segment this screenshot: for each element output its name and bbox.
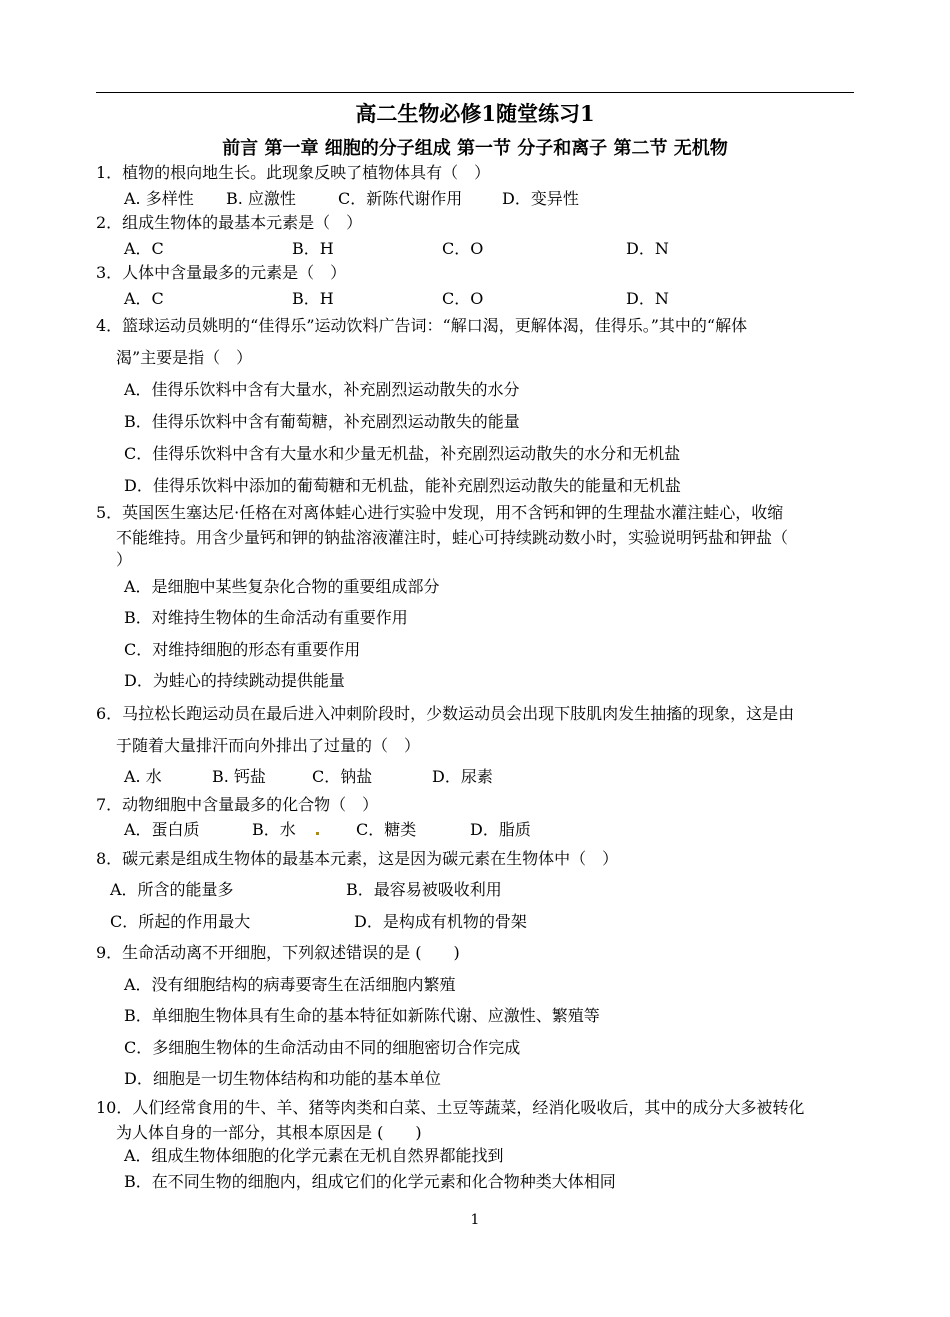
q3-option-a: A．C <box>124 289 164 308</box>
q1-option-c: C．新陈代谢作用 <box>338 189 463 208</box>
question-4-line-1: 4．篮球运动员姚明的“佳得乐”运动饮料广告词：“解口渴，更解体渴，佳得乐。”其中的“解体 <box>96 316 748 335</box>
q9-option-a: A．没有细胞结构的病毒要寄生在活细胞内繁殖 <box>124 975 456 994</box>
q3-option-d: D．N <box>626 289 669 308</box>
q5-option-b: B．对维持生物体的生命活动有重要作用 <box>124 608 408 627</box>
q2-option-d: D．N <box>626 239 669 258</box>
q4-option-a: A．佳得乐饮料中含有大量水，补充剧烈运动散失的水分 <box>124 380 520 399</box>
question-6-line-2: 于随着大量排汗而向外排出了过量的（ ） <box>116 736 421 755</box>
question-8: 8．碳元素是组成生物体的最基本元素，这是因为碳元素在生物体中（ ） <box>96 849 619 868</box>
question-6-line-1: 6．马拉松长跑运动员在最后进入冲刺阶段时，少数运动员会出现下肢肌肉发生抽搐的现象，这是由 <box>96 704 795 723</box>
question-9: 9．生命活动离不开细胞，下列叙述错误的是 ( ) <box>96 943 460 962</box>
q8-option-c: C．所起的作用最大 <box>110 912 251 931</box>
question-2: 2．组成生物体的最基本元素是（ ） <box>96 213 363 232</box>
q10-option-a: A．组成生物体细胞的化学元素在无机自然界都能找到 <box>124 1146 504 1165</box>
question-5-line-2: 不能维持。用含少量钙和钾的钠盐溶液灌注时，蛙心可持续跳动数小时，实验说明钙盐和钾盐（ <box>116 528 789 547</box>
q4-option-c: C．佳得乐饮料中含有大量水和少量无机盐，补充剧烈运动散失的水分和无机盐 <box>124 444 681 463</box>
question-10-line-1: 10．人们经常食用的牛、羊、猪等肉类和白菜、土豆等蔬菜，经消化吸收后，其中的成分大多被转化 <box>96 1098 805 1117</box>
question-5-line-1: 5．英国医生塞达尼·任格在对离体蛙心进行实验中发现，用不含钙和钾的生理盐水灌注蛙心，收缩 <box>96 503 784 522</box>
question-10-line-2: 为人体自身的一部分，其根本原因是 ( ) <box>116 1123 422 1142</box>
q5-option-d: D．为蛙心的持续跳动提供能量 <box>124 671 345 690</box>
q3-option-b: B．H <box>292 289 334 308</box>
q8-option-b: B．最容易被吸收利用 <box>346 880 502 899</box>
q9-option-d: D．细胞是一切生物体结构和功能的基本单位 <box>124 1069 441 1088</box>
q5-option-a: A．是细胞中某些复杂化合物的重要组成部分 <box>124 577 440 596</box>
q9-option-c: C．多细胞生物体的生命活动由不同的细胞密切合作完成 <box>124 1038 521 1057</box>
q7-option-c: C．糖类 <box>356 820 417 839</box>
q1-option-d: D．变异性 <box>502 189 579 208</box>
q8-option-a: A．所含的能量多 <box>110 880 234 899</box>
question-3: 3．人体中含量最多的元素是（ ） <box>96 263 347 282</box>
q7-option-b: B．水 <box>252 820 296 839</box>
page-title: 高二生物必修1随堂练习1 <box>355 101 595 126</box>
stray-mark <box>316 832 319 835</box>
question-7: 7．动物细胞中含量最多的化合物（ ） <box>96 795 379 814</box>
page-subtitle: 前言 第一章 细胞的分子组成 第一节 分子和离子 第二节 无机物 <box>222 138 728 159</box>
q7-option-a: A．蛋白质 <box>124 820 200 839</box>
q3-option-c: C．O <box>442 289 484 308</box>
q8-option-d: D．是构成有机物的骨架 <box>354 912 527 931</box>
q4-option-b: B．佳得乐饮料中含有葡萄糖，补充剧烈运动散失的能量 <box>124 412 520 431</box>
q5-option-c: C．对维持细胞的形态有重要作用 <box>124 640 361 659</box>
q4-option-d: D．佳得乐饮料中添加的葡萄糖和无机盐，能补充剧烈运动散失的能量和无机盐 <box>124 476 681 495</box>
q6-option-b: B. 钙盐 <box>212 767 266 786</box>
q2-option-b: B．H <box>292 239 334 258</box>
q6-option-a: A. 水 <box>124 767 162 786</box>
question-1: 1．植物的根向地生长。此现象反映了植物体具有（ ） <box>96 163 491 182</box>
q7-option-d: D．脂质 <box>470 820 531 839</box>
header-rule <box>96 92 854 93</box>
q1-option-b: B. 应激性 <box>226 189 296 208</box>
q9-option-b: B．单细胞生物体具有生命的基本特征如新陈代谢、应激性、繁殖等 <box>124 1006 600 1025</box>
q1-option-a: A. 多样性 <box>124 189 194 208</box>
q10-option-b: B．在不同生物的细胞内，组成它们的化学元素和化合物种类大体相同 <box>124 1172 616 1191</box>
question-5-line-3: ） <box>116 550 133 569</box>
q2-option-c: C．O <box>442 239 484 258</box>
page-number: 1 <box>470 1212 480 1228</box>
q6-option-c: C．钠盐 <box>312 767 373 786</box>
question-4-line-2: 渴”主要是指（ ） <box>116 348 253 367</box>
q2-option-a: A．C <box>124 239 164 258</box>
q6-option-d: D．尿素 <box>432 767 493 786</box>
